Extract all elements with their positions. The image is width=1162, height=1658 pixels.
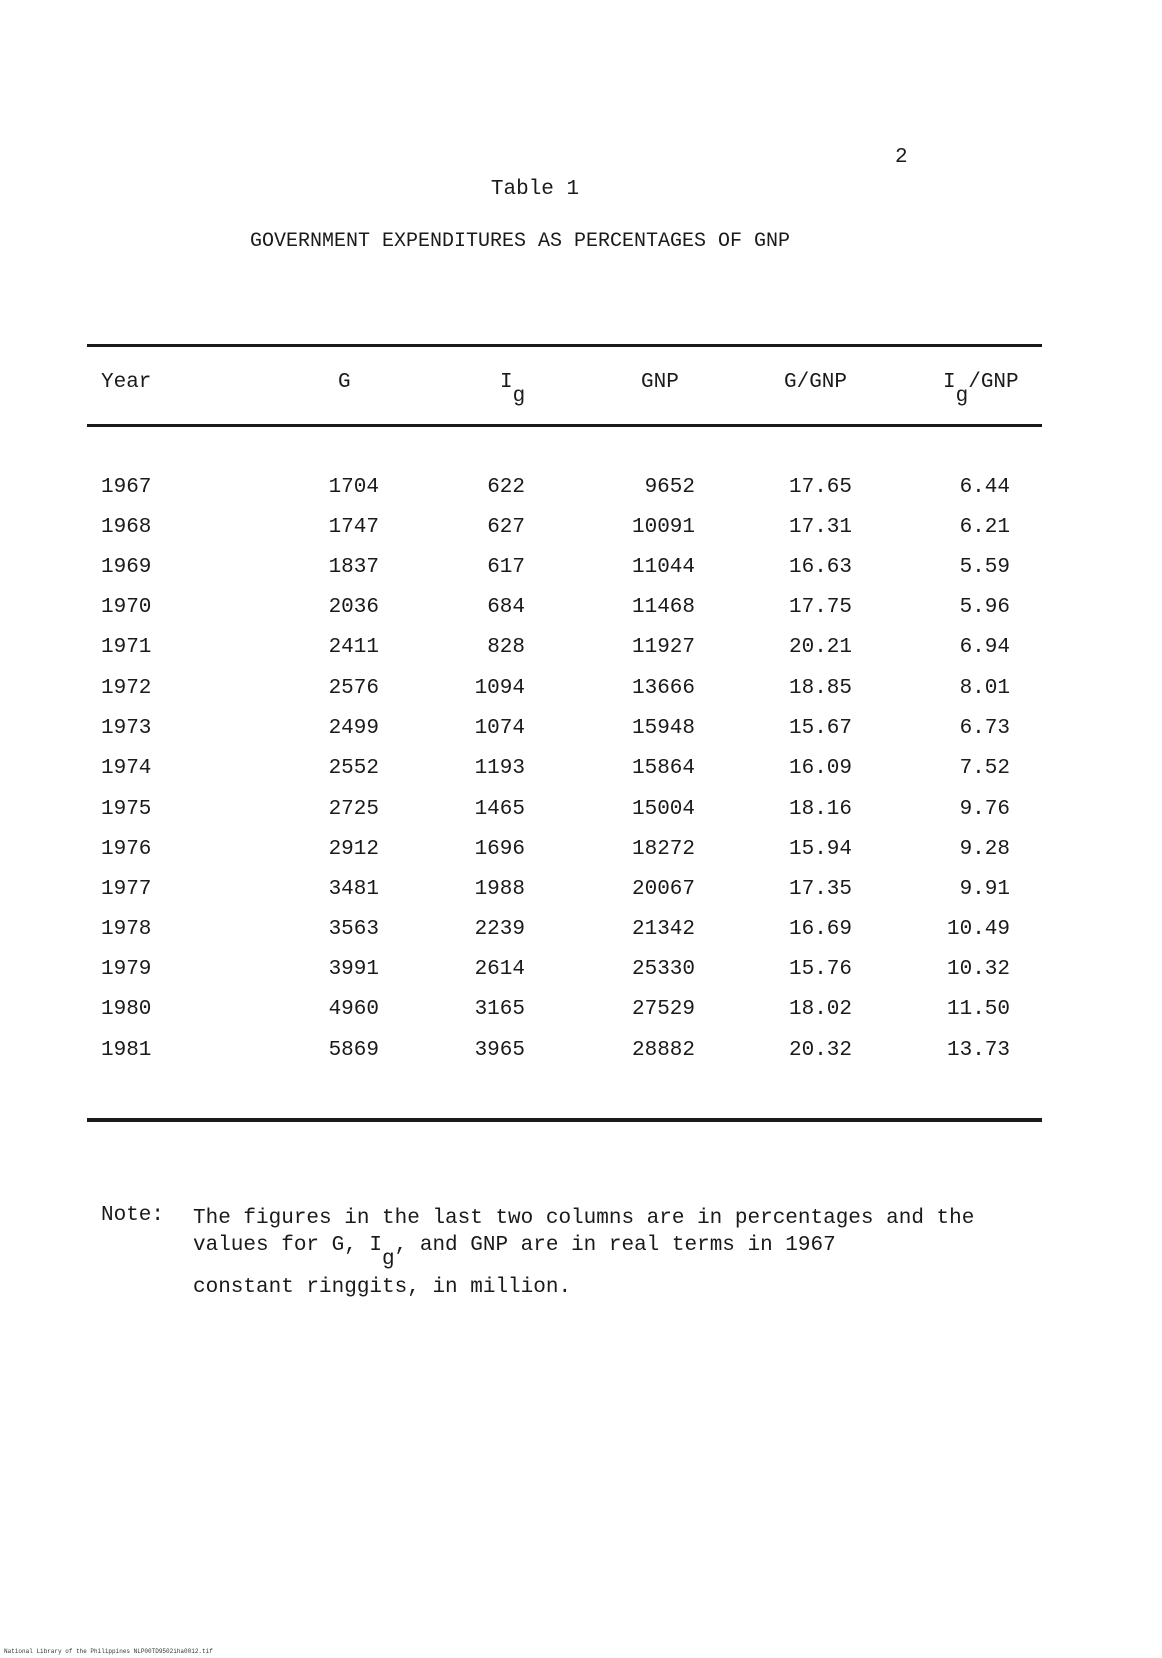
header-ig-gnp	[943, 371, 1019, 408]
cell-ig-gnp: 5.96	[959, 596, 1010, 619]
cell-year: 1969	[101, 556, 152, 579]
header-ig-gnp-main: I	[943, 371, 956, 394]
cell-g: 2499	[328, 717, 379, 740]
page-number: 2	[895, 146, 908, 169]
cell-gnp: 13666	[631, 677, 695, 700]
cell-ig-gnp: 6.73	[959, 717, 1010, 740]
cell-ig-gnp: 11.50	[946, 998, 1010, 1021]
table-row	[0, 717, 1162, 747]
cell-gnp: 10091	[631, 516, 695, 539]
cell-ig-gnp: 10.32	[946, 958, 1010, 981]
cell-g: 3563	[328, 918, 379, 941]
cell-g-gnp: 16.69	[788, 918, 852, 941]
header-year: Year	[101, 371, 152, 394]
cell-g-gnp: 17.31	[788, 516, 852, 539]
table-title: GOVERNMENT EXPENDITURES AS PERCENTAGES OF GNP	[249, 230, 791, 253]
table-row	[0, 757, 1162, 787]
cell-gnp: 15948	[631, 717, 695, 740]
cell-year: 1967	[101, 476, 152, 499]
cell-year: 1975	[101, 798, 152, 821]
header-g: G	[338, 371, 351, 394]
cell-ig: 828	[487, 636, 525, 659]
cell-gnp: 11044	[631, 556, 695, 579]
cell-ig: 1465	[474, 798, 525, 821]
table-row	[0, 838, 1162, 868]
header-gnp: GNP	[641, 371, 679, 394]
cell-gnp: 11927	[631, 636, 695, 659]
cell-ig: 3965	[474, 1039, 525, 1062]
cell-ig-gnp: 8.01	[959, 677, 1010, 700]
cell-g-gnp: 18.85	[788, 677, 852, 700]
cell-gnp: 28882	[631, 1039, 695, 1062]
table-row	[0, 878, 1162, 908]
cell-ig: 1094	[474, 677, 525, 700]
cell-g: 1837	[328, 556, 379, 579]
cell-year: 1980	[101, 998, 152, 1021]
cell-year: 1970	[101, 596, 152, 619]
cell-g: 2725	[328, 798, 379, 821]
cell-gnp: 11468	[631, 596, 695, 619]
note-line-3: constant ringgits, in million.	[193, 1276, 572, 1299]
header-ig-gnp-rest: /GNP	[968, 371, 1019, 394]
cell-year: 1977	[101, 878, 152, 901]
table-header-rule	[87, 424, 1042, 427]
cell-ig: 684	[487, 596, 525, 619]
cell-ig-gnp: 9.28	[959, 838, 1010, 861]
cell-year: 1978	[101, 918, 152, 941]
cell-year: 1973	[101, 717, 152, 740]
table-row	[0, 636, 1162, 666]
table-row	[0, 596, 1162, 626]
table-row	[0, 516, 1162, 546]
cell-g: 3991	[328, 958, 379, 981]
cell-ig-gnp: 10.49	[946, 918, 1010, 941]
cell-gnp: 15864	[631, 757, 695, 780]
cell-ig-gnp: 9.76	[959, 798, 1010, 821]
cell-ig-gnp: 13.73	[946, 1039, 1010, 1062]
cell-ig: 1193	[474, 757, 525, 780]
cell-year: 1976	[101, 838, 152, 861]
cell-year: 1971	[101, 636, 152, 659]
cell-g: 1704	[328, 476, 379, 499]
cell-g-gnp: 20.32	[788, 1039, 852, 1062]
cell-g: 2552	[328, 757, 379, 780]
cell-g-gnp: 15.67	[788, 717, 852, 740]
cell-ig: 1074	[474, 717, 525, 740]
cell-year: 1972	[101, 677, 152, 700]
table-row	[0, 556, 1162, 586]
header-ig	[500, 371, 526, 408]
header-g-gnp: G/GNP	[784, 371, 848, 394]
cell-g-gnp: 16.63	[788, 556, 852, 579]
scan-footer-stamp: National Library of the Philippines NLP00TD9502iha0012.tif	[4, 1648, 213, 1655]
cell-ig: 3165	[474, 998, 525, 1021]
cell-g: 2411	[328, 636, 379, 659]
cell-ig: 2239	[474, 918, 525, 941]
cell-ig-gnp: 6.94	[959, 636, 1010, 659]
cell-year: 1979	[101, 958, 152, 981]
cell-year: 1974	[101, 757, 152, 780]
cell-ig-gnp: 9.91	[959, 878, 1010, 901]
cell-ig: 622	[487, 476, 525, 499]
header-ig-gnp-sub: g	[955, 385, 969, 408]
header-ig-sub: g	[512, 385, 526, 408]
cell-gnp: 15004	[631, 798, 695, 821]
cell-ig: 1696	[474, 838, 525, 861]
cell-ig-gnp: 7.52	[959, 757, 1010, 780]
cell-g: 2576	[328, 677, 379, 700]
cell-ig: 2614	[474, 958, 525, 981]
cell-g-gnp: 20.21	[788, 636, 852, 659]
cell-ig-gnp: 6.44	[959, 476, 1010, 499]
table-bottom-rule	[87, 1118, 1042, 1122]
cell-ig: 617	[487, 556, 525, 579]
cell-ig-gnp: 6.21	[959, 516, 1010, 539]
cell-g-gnp: 15.76	[788, 958, 852, 981]
note-line-2-sub: g	[382, 1248, 395, 1271]
cell-gnp: 21342	[631, 918, 695, 941]
cell-g-gnp: 17.65	[788, 476, 852, 499]
cell-g: 2036	[328, 596, 379, 619]
cell-gnp: 27529	[631, 998, 695, 1021]
note-line-2-end: , and GNP are in real terms in 1967	[394, 1234, 836, 1257]
cell-g-gnp: 16.09	[788, 757, 852, 780]
cell-g: 1747	[328, 516, 379, 539]
header-ig-main: I	[500, 371, 513, 394]
cell-g-gnp: 18.16	[788, 798, 852, 821]
cell-gnp: 9652	[644, 476, 695, 499]
cell-ig-gnp: 5.59	[959, 556, 1010, 579]
table-top-rule	[87, 344, 1042, 347]
cell-g-gnp: 17.35	[788, 878, 852, 901]
table-row	[0, 998, 1162, 1028]
cell-g-gnp: 15.94	[788, 838, 852, 861]
cell-ig: 1988	[474, 878, 525, 901]
table-row	[0, 958, 1162, 988]
table-row	[0, 1039, 1162, 1069]
cell-g: 2912	[328, 838, 379, 861]
note-line-1: The figures in the last two columns are in percentages and the	[193, 1207, 975, 1230]
cell-year: 1981	[101, 1039, 152, 1062]
cell-ig: 627	[487, 516, 525, 539]
cell-g: 4960	[328, 998, 379, 1021]
cell-gnp: 18272	[631, 838, 695, 861]
cell-g-gnp: 18.02	[788, 998, 852, 1021]
cell-gnp: 25330	[631, 958, 695, 981]
cell-year: 1968	[101, 516, 152, 539]
table-label: Table 1	[490, 178, 580, 201]
table-row	[0, 677, 1162, 707]
cell-g: 3481	[328, 878, 379, 901]
table-row	[0, 476, 1162, 506]
note-label: Note:	[101, 1204, 165, 1227]
cell-gnp: 20067	[631, 878, 695, 901]
table-row	[0, 798, 1162, 828]
cell-g: 5869	[328, 1039, 379, 1062]
note-line-2	[193, 1234, 836, 1271]
note-line-2-start: values for G, I	[193, 1234, 383, 1257]
table-row	[0, 918, 1162, 948]
cell-g-gnp: 17.75	[788, 596, 852, 619]
